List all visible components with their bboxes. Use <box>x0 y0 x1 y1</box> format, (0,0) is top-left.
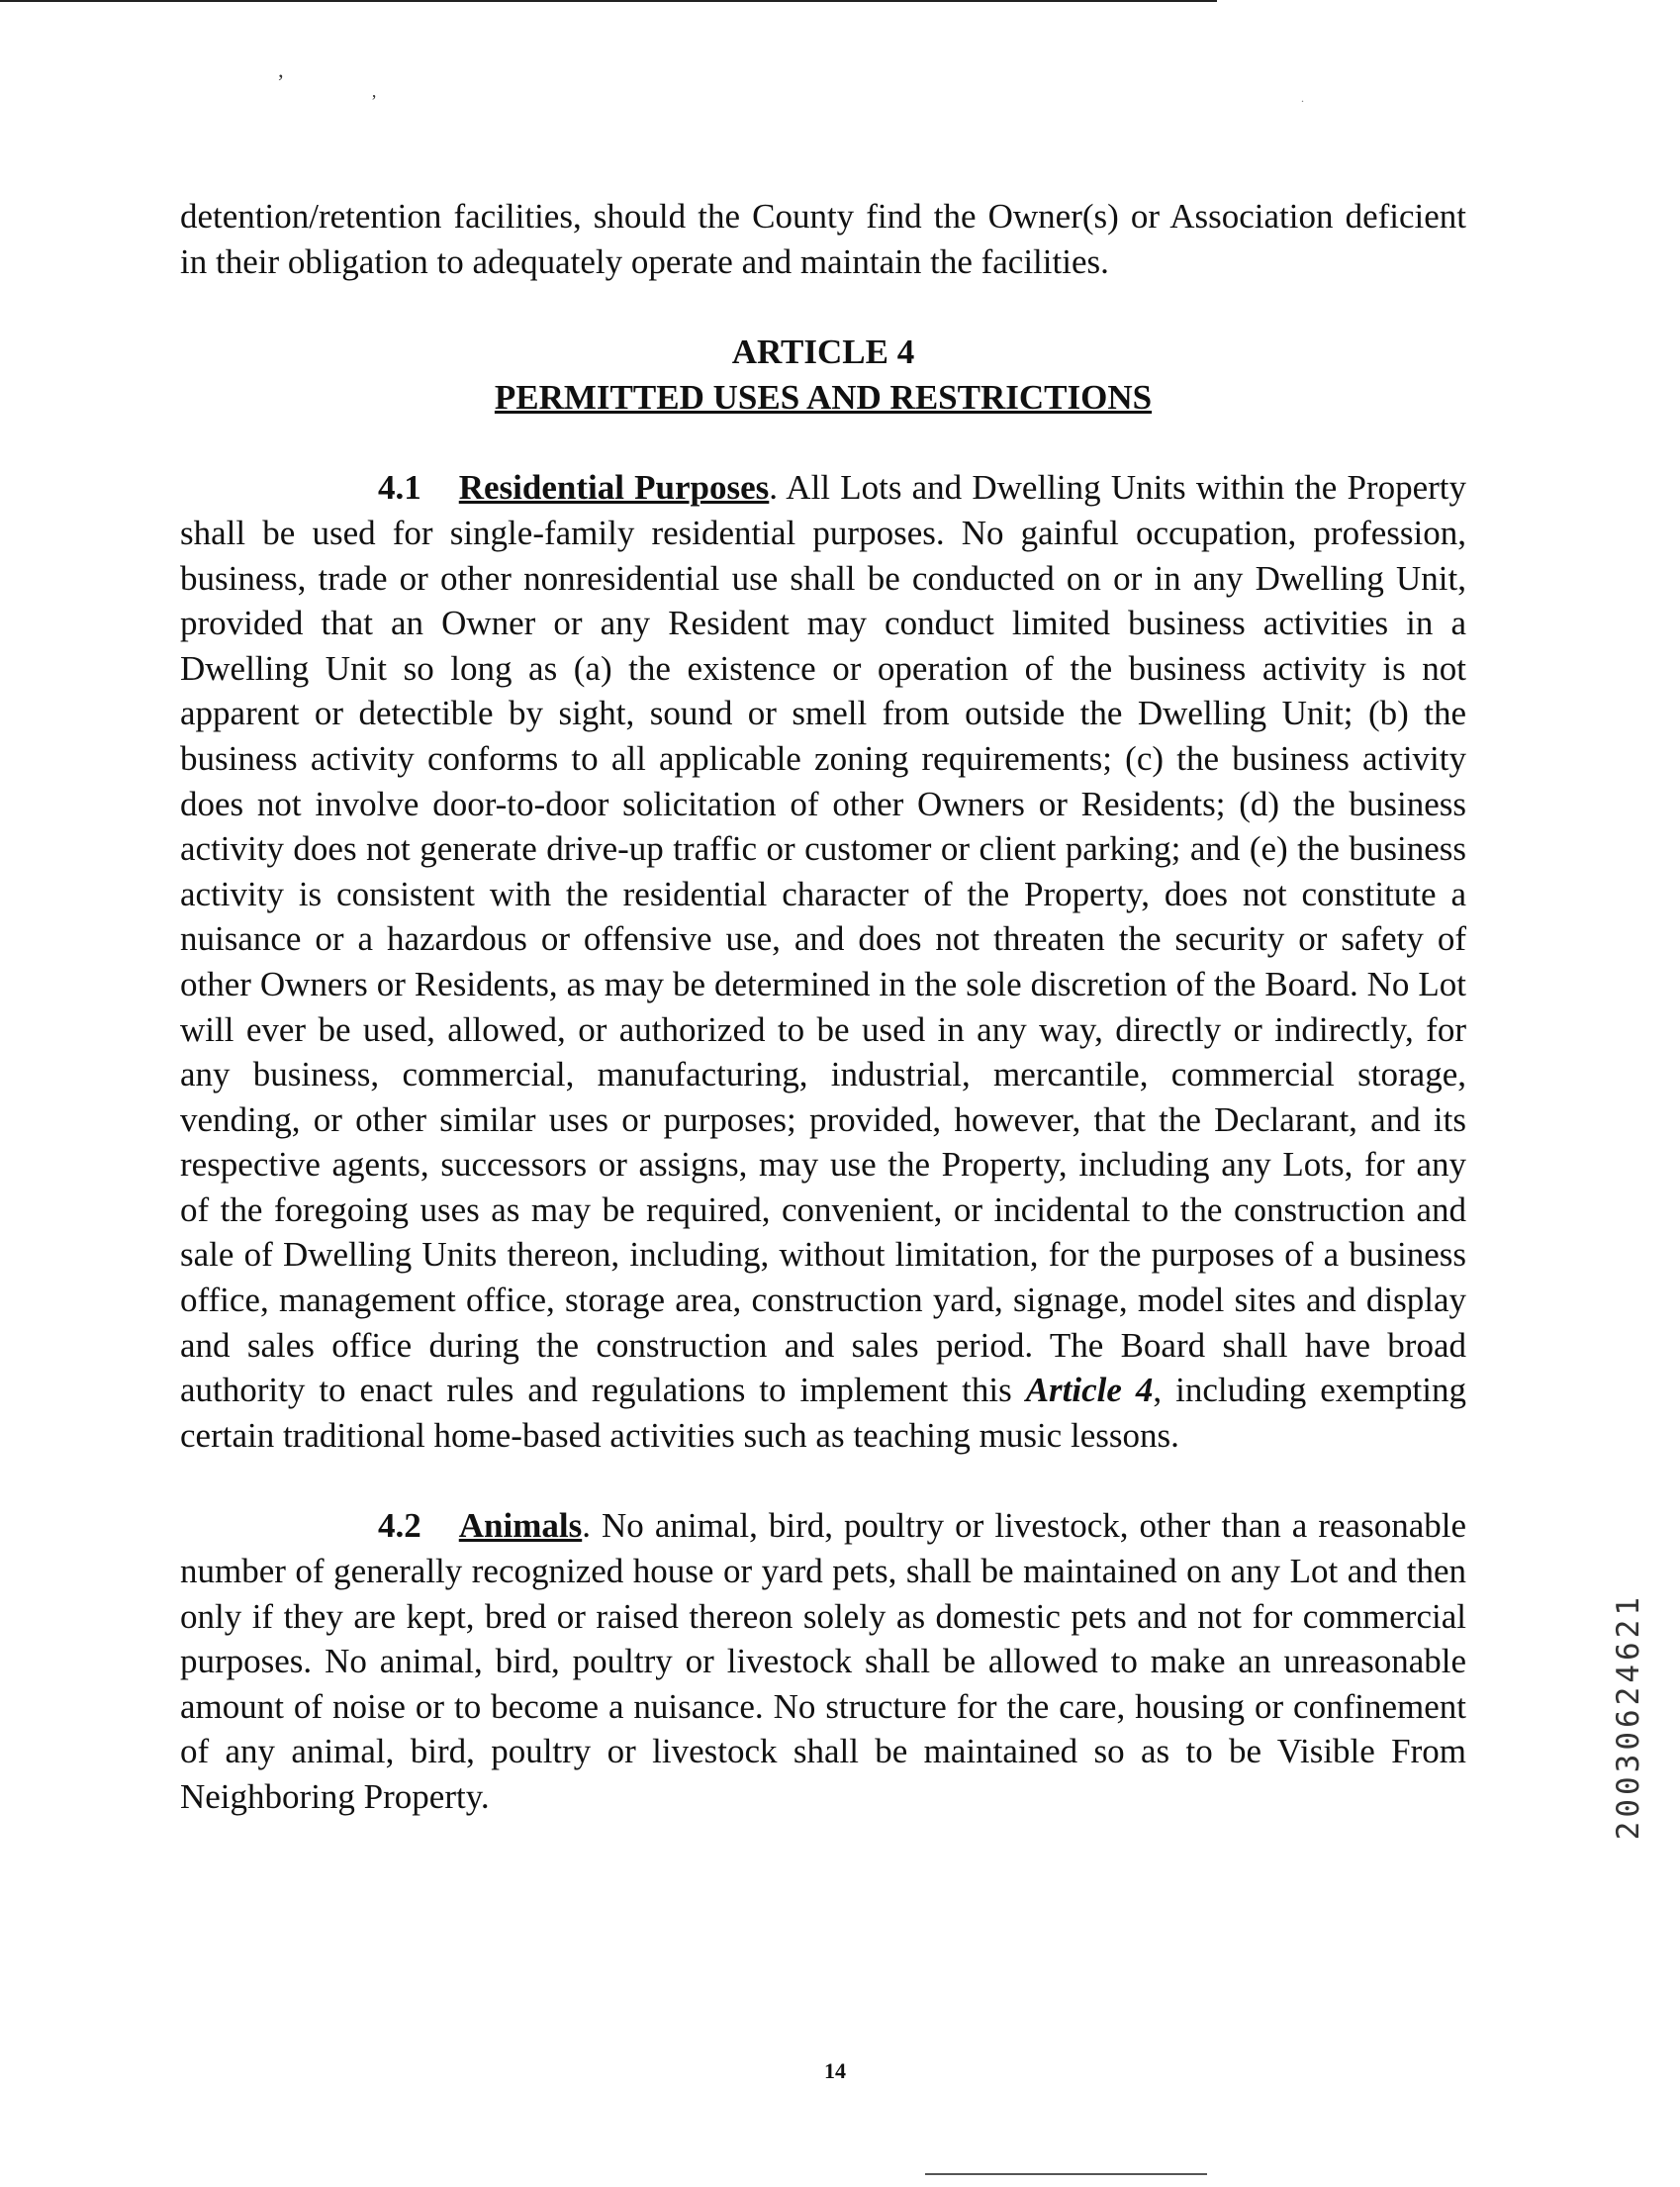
section-text: , including exempting certain traditional home-based activities such as teaching music lessons. <box>180 1371 1467 1455</box>
article-title: PERMITTED USES AND RESTRICTIONS <box>494 377 1153 417</box>
recording-number-stamp <box>1611 1593 1650 1860</box>
scan-speck: ‚ <box>371 81 377 101</box>
article-heading <box>180 330 1466 420</box>
section-number: 4.1 <box>378 468 421 508</box>
section-4-2 <box>180 1503 1466 1819</box>
page-number: 14 <box>824 2058 846 2083</box>
section-title: Residential Purposes <box>458 468 770 508</box>
scan-speck: ’ <box>277 69 285 94</box>
article-reference: Article 4 <box>1025 1371 1154 1410</box>
section-4-1 <box>180 465 1466 1458</box>
carryover-paragraph: detention/retention facilities, should the County find the Owner(s) or Association deficient in their obligation to adequately operate and maintain the facilities. <box>180 197 1466 281</box>
section-title: Animals <box>458 1506 583 1546</box>
article-label: ARTICLE 4 <box>731 333 915 372</box>
recording-number: 20030624621 <box>1611 1593 1646 1841</box>
section-number: 4.2 <box>378 1506 421 1546</box>
section-text: . No animal, bird, poultry or livestock, other than a reasonable number of generally recognized house or yard pets, shall be maintained on any Lot and then only if they are kept, bred or raised thereon solely as domestic pets and not for commercial purposes. No animal, bird, poultry or livestock shall be allowed to make an unreasonable amount of noise or to become a nuisance. No structure for the care, housing or confinement of any animal, bird, poultry or livestock shall be maintained so as to be Visible From Neighboring Property. <box>180 1506 1466 1816</box>
document-body <box>180 194 1466 1865</box>
scan-speck: . <box>1301 91 1304 105</box>
section-text: . All Lots and Dwelling Units within the Property shall be used for single-family residential purposes. No gainful occupation, profession, business, trade or other nonresidential use shall be conducted on or in any Dwelling Unit, provided that an Owner or any Resident may conduct limited business activities in a Dwelling Unit so long as (a) the existence or operation of the business activity is not apparent or detectible by sight, sound or smell from outside the Dwelling Unit; (b) the business activity conforms to all applicable zoning requirements; (c) the business activity does not involve door-to-door solicitation of other Owners or Residents; (d) the business activity does not generate drive-up traffic or customer or client parking; and (e) the business activity is consistent with the residential character of the Property, does not constitute a nuisance or a hazardous or offensive use, and does not threaten the security or safety of other Owners or Residents, as may be determined in the sole discretion of the Board. No Lot will ever be used, allowed, or authorized to be used in any way, directly or indirectly, for any business, commercial, manufacturing, industrial, mercantile, commercial storage, vending, or other similar uses or purposes; provided, however, that the Declarant, and its respective agents, successors or assigns, may use the Property, including any Lots, for any of the foregoing uses as may be required, convenient, or incidental to the construction and sale of Dwelling Units thereon, including, without limitation, for the purposes of a business office, management office, storage area, construction yard, signage, model sites and display and sales office during the construction and sales period. The Board shall have broad authority to enact rules and regulations to implement this <box>180 468 1466 1410</box>
top-scan-border <box>0 0 1217 2</box>
bottom-scan-border <box>925 2173 1207 2175</box>
